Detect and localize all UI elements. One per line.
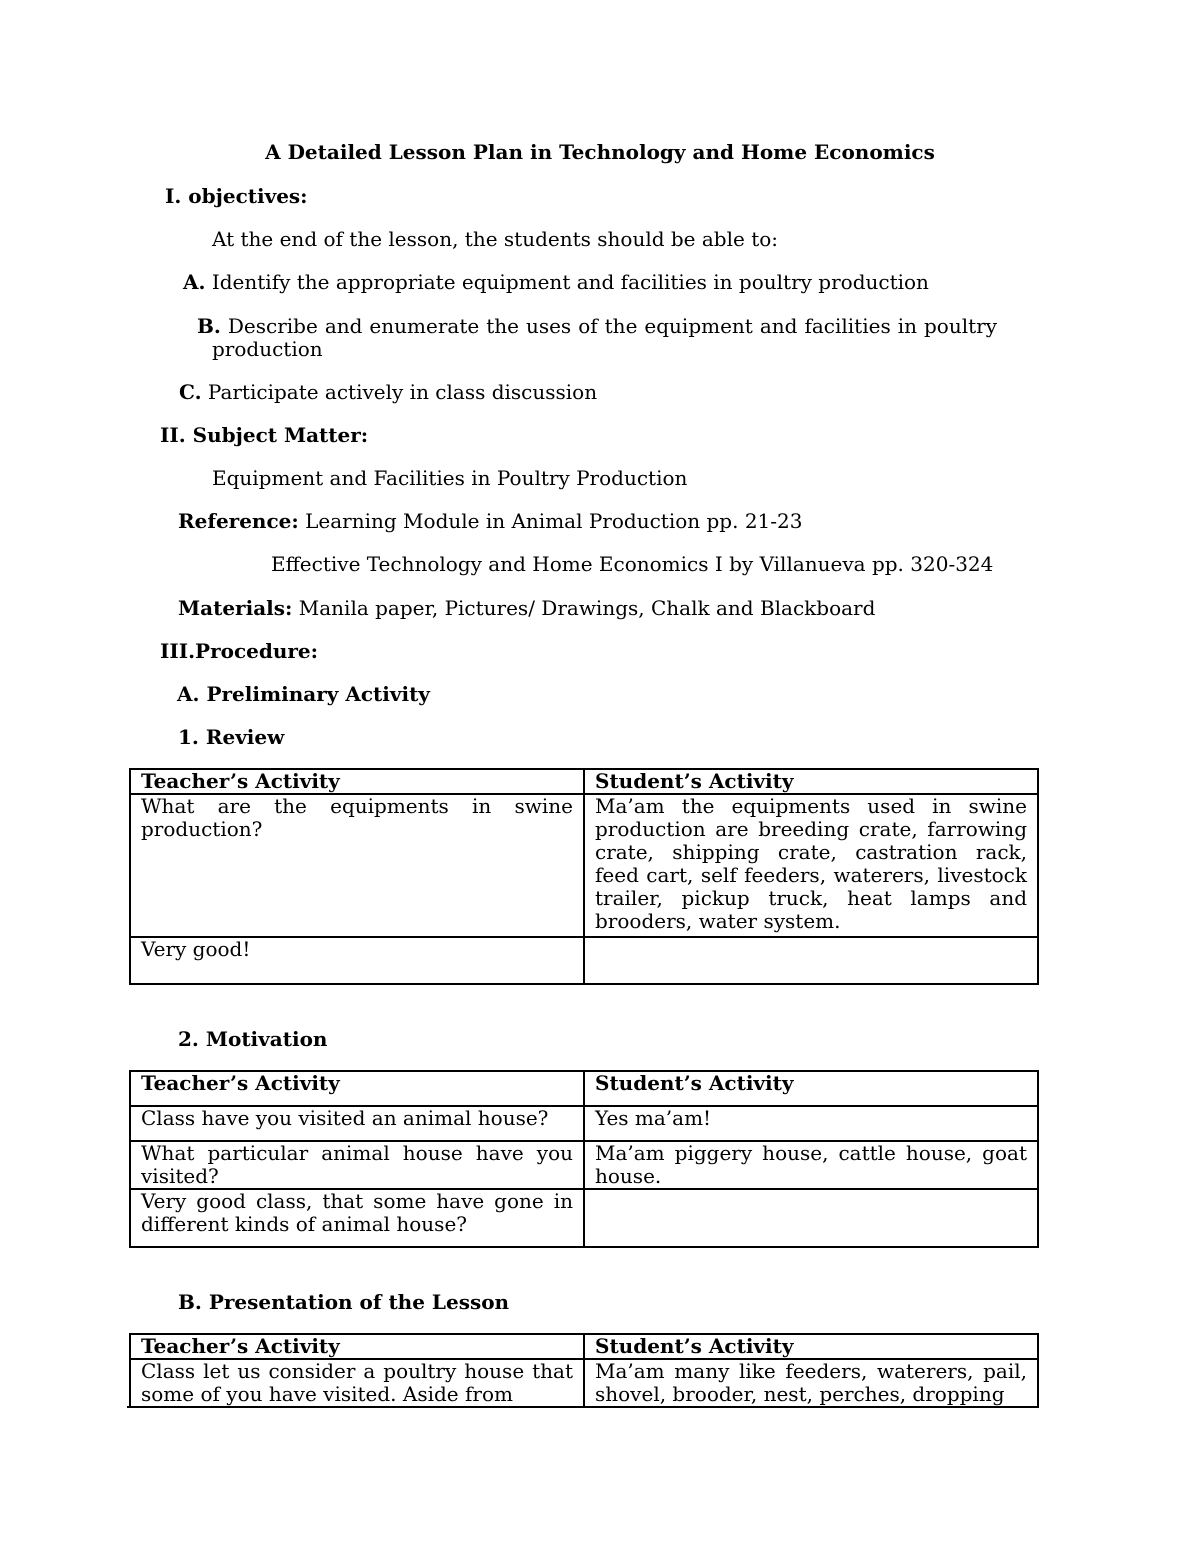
materials-text: Manila paper, Pictures/ Drawings, Chalk and Blackboard [298,596,876,620]
presentation-table [129,1333,1039,1408]
student-cell: Yes ma’am! [584,1106,1038,1141]
objective-b-letter: B. [197,314,221,338]
table-row [130,1141,1038,1189]
reference-2: Effective Technology and Home Economics I by Villanueva pp. 320-324 [271,552,994,576]
teacher-cell: Very good class, that some have gone in different kinds of animal house? [130,1189,584,1247]
objective-b-continuation: production [212,337,323,361]
teacher-cell: What are the equipments in swine production? [130,794,584,937]
table-header-row [130,769,1038,794]
objectives-intro: At the end of the lesson, the students should be able to: [212,227,779,251]
table-header-row [130,1071,1038,1106]
materials-line [178,596,875,620]
subject-heading: II. Subject Matter: [160,423,369,447]
student-cell: Ma’am the equipments used in swine production are breeding crate, farrowing crate, shipping crate, castration rack, feed cart, self feeders, waterers, livestock trailer, pickup truck, heat lamps and brooders, water system. [584,794,1038,937]
teacher-column-header: Teacher’s Activity [130,1071,584,1106]
table-row [130,794,1038,937]
student-cell: Ma’am many like feeders, waterers, pail, shovel, brooder, nest, perches, dropping [584,1359,1038,1408]
objective-b [197,314,997,338]
objective-b-text: Describe and enumerate the uses of the equipment and facilities in poultry [227,314,998,338]
table-row [130,1106,1038,1141]
student-cell [584,1189,1038,1247]
review-table [129,768,1039,985]
teacher-cell: Class have you visited an animal house? [130,1106,584,1141]
motivation-heading: 2. Motivation [178,1027,328,1051]
objectives-heading: I. objectives: [165,184,308,208]
teacher-cell: Very good! [130,937,584,984]
materials-label: Materials: [178,596,293,620]
reference-label: Reference: [178,509,299,533]
student-column-header: Student’s Activity [584,1071,1038,1106]
presentation-table-clip [127,1331,1039,1408]
table-row [130,1359,1038,1408]
motivation-table [129,1070,1039,1248]
reference-1: Learning Module in Animal Production pp. 21-23 [305,509,803,533]
teacher-column-header: Teacher’s Activity [130,769,584,794]
teacher-cell: What particular animal house have you visited? [130,1141,584,1189]
objective-a-letter: A. [183,270,206,294]
procedure-heading: III.Procedure: [160,639,319,663]
document-title: A Detailed Lesson Plan in Technology and Home Economics [265,140,935,164]
objective-a [183,270,929,294]
preliminary-heading: A. Preliminary Activity [177,682,430,706]
teacher-column-header: Teacher’s Activity [130,1334,584,1359]
teacher-cell: Class let us consider a poultry house that some of you have visited. Aside from [130,1359,584,1408]
presentation-heading: B. Presentation of the Lesson [178,1290,510,1314]
objective-c-text: Participate actively in class discussion [207,380,598,404]
student-column-header: Student’s Activity [584,1334,1038,1359]
reference-line [178,509,802,533]
table-header-row [130,1334,1038,1359]
objective-a-text: Identify the appropriate equipment and facilities in poultry production [211,270,929,294]
table-row [130,937,1038,984]
student-column-header: Student’s Activity [584,769,1038,794]
table-row [130,1189,1038,1247]
subject-topic: Equipment and Facilities in Poultry Production [212,466,688,490]
student-cell: Ma’am piggery house, cattle house, goat house. [584,1141,1038,1189]
student-cell [584,937,1038,984]
objective-c-letter: C. [179,380,202,404]
objective-c [179,380,597,404]
review-heading: 1. Review [178,725,285,749]
